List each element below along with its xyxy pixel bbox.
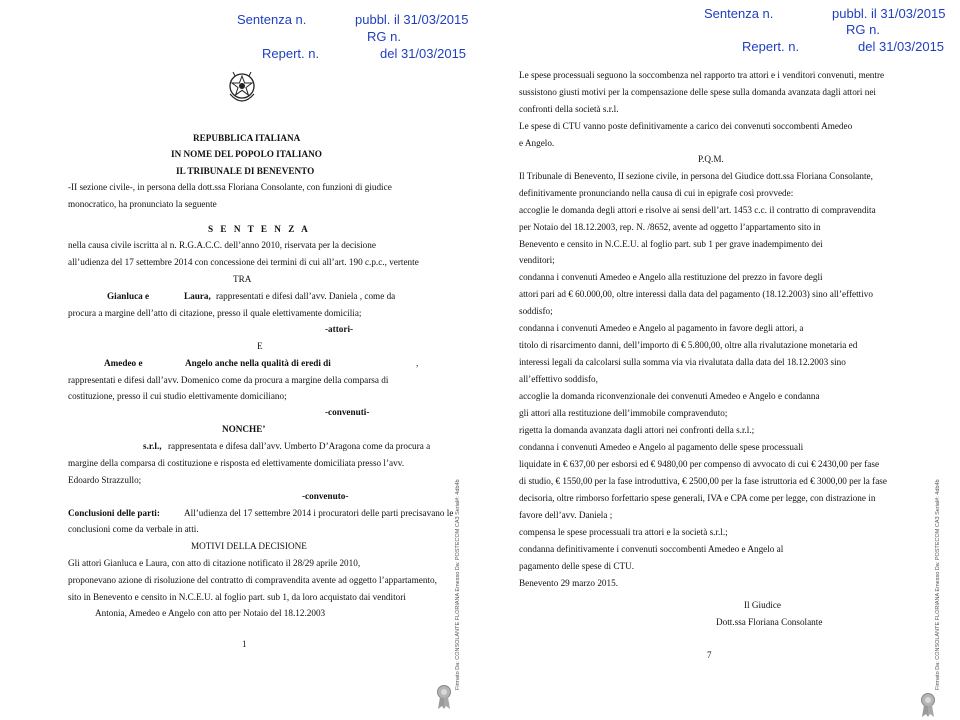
text-line: Le spese di CTU vanno poste definitivamente a carico dei convenuti soccombenti Amedeo: [519, 121, 853, 131]
heading-pqm: P.Q.M.: [698, 154, 724, 164]
role-convenuti: -convenuti-: [325, 407, 370, 417]
emblem-icon: [226, 68, 258, 108]
text-line: sito in Benevento e censito in N.C.E.U. al foglio part. sub 1, da loro acquistato dai venditori: [68, 592, 406, 602]
text-line: condanna i convenuti Amedeo e Angelo al pagamento delle spese processuali: [519, 442, 804, 452]
party-name: s.r.l.,: [143, 441, 162, 451]
text-line: nella causa civile iscritta al n. R.G.A.C.C. dell’anno 2010, riservata per la decisione: [68, 240, 376, 250]
text-line: rappresentati e difesi dall’avv. Daniela , come da: [216, 291, 396, 301]
seal-ribbon-icon: [920, 692, 936, 718]
header-repert: Repert. n.: [262, 46, 320, 61]
header-pubbl: pubbl. il 31/03/2015: [355, 12, 469, 27]
header-pubbl: pubbl. il 31/03/2015: [832, 6, 946, 21]
text-line: Benevento 29 marzo 2015.: [519, 578, 618, 588]
text-e: E: [257, 341, 263, 351]
text-line: condanna i convenuti Amedeo e Angelo al pagamento in favore degli attori, a: [519, 323, 804, 333]
text-line: rappresentata e difesa dall’avv. Umberto D’Aragona come da procura a: [168, 441, 431, 451]
text-line: di studio, € 1550,00 per la fase introduttiva, € 2500,00 per la fase istruttoria ed € 3000,00 per la fase: [519, 476, 887, 486]
text-line: All’udienza del 17 settembre 2014 i procuratori delle parti precisavano le: [184, 508, 454, 518]
party-name: Gianluca e: [107, 291, 150, 301]
text-line: Il Tribunale di Benevento, II sezione civile, in persona del Giudice dott.ssa Floriana Consolante,: [519, 171, 873, 181]
text-line: confronti della società s.r.l.: [519, 104, 619, 114]
heading-tribunale: IL TRIBUNALE DI BENEVENTO: [176, 166, 315, 176]
heading-repubblica: REPUBBLICA ITALIANA: [193, 133, 301, 143]
text-line: Gli attori Gianluca e Laura, con atto di citazione notificato il 28/29 aprile 2010,: [68, 558, 361, 568]
seal-ribbon-icon: [436, 684, 452, 710]
text-line: accoglie le domanda degli attori e risolve ai sensi dell’art. 1453 c.c. il contratto di compravendita: [519, 205, 876, 215]
text-line: -II sezione civile-, in persona della dott.ssa Floriana Consolante, con funzioni di giudice: [68, 182, 392, 192]
text-line: condanna i convenuti Amedeo e Angelo alla restituzione del prezzo in favore degli: [519, 272, 823, 282]
text-line: decisoria, oltre rimborso forfettario spese generali, IVA e CPA come per legge, con distrazione in: [519, 493, 876, 503]
text-tra: TRA: [233, 274, 252, 284]
party-name: Angelo anche nella qualità di eredi di: [185, 358, 331, 368]
text-line: venditori;: [519, 255, 555, 265]
heading-nome-popolo: IN NOME DEL POPOLO ITALIANO: [171, 149, 322, 159]
text-line: all’effettivo soddisfo,: [519, 374, 598, 384]
party-name: Amedeo e: [104, 358, 143, 368]
heading-nonche: NONCHE’: [222, 424, 266, 434]
signature-title: Il Giudice: [744, 600, 781, 610]
header-repert: Repert. n.: [742, 39, 800, 54]
heading-motivi: MOTIVI DELLA DECISIONE: [191, 541, 307, 551]
text-comma: ,: [416, 358, 419, 368]
text-line: e Angelo.: [519, 138, 555, 148]
text-line: interessi legali da calcolarsi sulla somma via via rivalutata dalla data del 18.12.2003 sino: [519, 357, 846, 367]
page-number: 7: [707, 650, 712, 660]
text-line: all’udienza del 17 settembre 2014 con concessione dei termini di cui all’art. 190 c.p.c., vertente: [68, 257, 419, 267]
text-line: conclusioni come da verbale in atti.: [68, 524, 199, 534]
page-number: 1: [242, 639, 247, 649]
text-line: liquidate in € 637,00 per esborsi ed € 9480,00 per compenso di avvocato di cui € 2430,00 per fase: [519, 459, 880, 469]
text-line: condanna definitivamente i convenuti soccombenti Amedeo e Angelo al: [519, 544, 784, 554]
header-sentenza: Sentenza n.: [237, 12, 307, 27]
text-line: Antonia, Amedeo e Angelo con atto per Notaio del 18.12.2003: [95, 608, 326, 618]
text-line: Le spese processuali seguono la soccombenza nel rapporto tra attori e i venditori convenuti, mentre: [519, 70, 885, 80]
text-line: definitivamente pronunciando nella causa di cui in epigrafe così provvede:: [519, 188, 794, 198]
header-rg: RG n.: [846, 22, 880, 37]
header-del: del 31/03/2015: [380, 46, 467, 61]
header-rg: RG n.: [367, 29, 401, 44]
text-line: monocratico, ha pronunciato la seguente: [68, 199, 217, 209]
signature-name: Dott.ssa Floriana Consolante: [716, 617, 823, 627]
text-line: rigetta la domanda avanzata dagli attori nei confronti della s.r.l.;: [519, 425, 755, 435]
text-line: procura a margine dell’atto di citazione, presso il quale elettivamente domicilia;: [68, 308, 362, 318]
role-convenuto: -convenuto-: [302, 491, 349, 501]
text-line: Edoardo Strazzullo;: [68, 475, 142, 485]
text-line: per Notaio del 18.12.2003, rep. N. /8652, avente ad oggetto l’appartamento sito in: [519, 222, 821, 232]
text-line: attori pari ad € 60.000,00, oltre interessi dalla data del pagamento (18.12.2003) sino all’effettivo: [519, 289, 873, 299]
document-page-right: [480, 0, 960, 720]
text-line: accoglie la domanda riconvenzionale dei convenuti Amedeo e Angelo e condanna: [519, 391, 820, 401]
text-line: favore dell’avv. Daniela ;: [519, 510, 613, 520]
text-line: sussistono giusti motivi per la compensazione delle spese sulla domanda avanzata dagli attori nei: [519, 87, 876, 97]
text-line: costituzione, presso il cui studio elettivamente domiciliano;: [68, 391, 287, 401]
digital-signature-text: Firmato Da: CONSOLANTE FLORIANA Emesso Da: POSTECOM CA3 Serial#: 4db4b: [935, 479, 941, 690]
role-attori: -attori-: [325, 324, 354, 334]
text-line: rappresentati e difesi dall’avv. Domenico come da procura a margine della comparsa di: [68, 375, 389, 385]
heading-conclusioni: Conclusioni delle parti:: [68, 508, 160, 518]
party-name: Laura,: [184, 291, 211, 301]
text-line: gli attori alla restituzione dell’immobile compravenduto;: [519, 408, 728, 418]
text-line: margine della comparsa di costituzione e risposta ed elettivamente domiciliata presso l’avv.: [68, 458, 404, 468]
text-line: soddisfo;: [519, 306, 553, 316]
header-sentenza: Sentenza n.: [704, 6, 774, 21]
digital-signature-text: Firmato Da: CONSOLANTE FLORIANA Emesso Da: POSTECOM CA3 Serial#: 4db4b: [455, 479, 461, 690]
text-line: compensa le spese processuali tra attori e la società s.r.l.;: [519, 527, 728, 537]
text-line: titolo di risarcimento danni, dell’importo di € 5.800,00, oltre alla rivalutazione monetaria ed: [519, 340, 858, 350]
heading-sentenza: S E N T E N Z A: [208, 224, 311, 234]
header-del: del 31/03/2015: [858, 39, 945, 54]
text-line: proponevano azione di risoluzione del contratto di compravendita avente ad oggetto l’appartamento,: [68, 575, 437, 585]
text-line: Benevento e censito in N.C.E.U. al foglio part. sub 1 per grave inadempimento dei: [519, 239, 823, 249]
text-line: pagamento delle spese di CTU.: [519, 561, 635, 571]
